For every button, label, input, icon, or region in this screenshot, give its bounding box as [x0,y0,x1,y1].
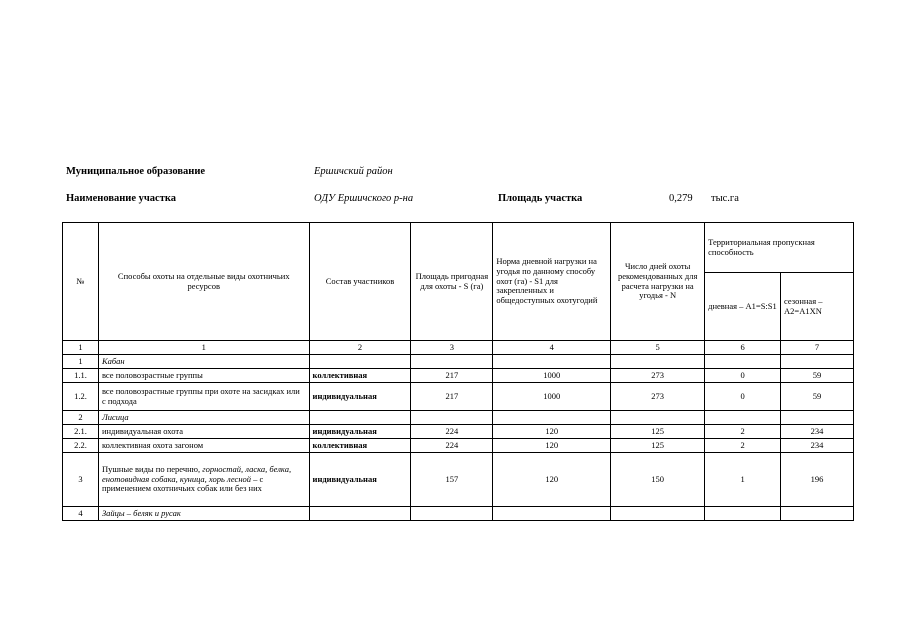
col-header-area: Площадь пригодная для охоты - S (га) [411,223,493,341]
col-header-capacity: Территориальная пропускная способность [705,223,854,273]
row-seasonal: 234 [781,439,854,453]
area-value: 0,279 [669,193,693,204]
row-days [611,507,705,521]
row-daily: 2 [705,439,781,453]
table-row [63,453,854,507]
row-days: 273 [611,383,705,411]
municipality-label: Муниципальное образование [66,166,206,177]
row-norm [493,507,611,521]
col-header-participants: Состав участников [309,223,411,341]
row-participants: индивидуальная [309,425,411,439]
row-no: 2 [63,411,99,425]
column-number: 7 [781,341,854,355]
row-daily: 0 [705,369,781,383]
column-number: 1 [63,341,99,355]
row-daily: 0 [705,383,781,411]
row-norm: 120 [493,439,611,453]
row-norm: 120 [493,453,611,507]
area-label: Площадь участка [498,193,583,204]
col-header-seasonal: сезонная – A2=A1XN [781,273,854,341]
column-number: 2 [309,341,411,355]
row-participants [309,355,411,369]
row-seasonal [781,355,854,369]
row-days: 150 [611,453,705,507]
row-seasonal: 59 [781,383,854,411]
row-method: индивидуальная охота [98,425,309,439]
col-header-norm: Норма дневной нагрузки на угодья по данному способу охот (га) - S1 для закрепленных и общедоступных охотугодий [493,223,611,341]
site-name-label: Наименование участка [66,193,177,204]
column-number: 6 [705,341,781,355]
row-seasonal [781,411,854,425]
row-no: 2.1. [63,425,99,439]
col-header-days: Число дней охоты рекомендованных для расчета нагрузки на угодья - N [611,223,705,341]
municipality-value: Ершичский район [314,166,393,177]
row-daily [705,411,781,425]
row-participants: коллективная [309,369,411,383]
row-participants [309,507,411,521]
row-area [411,411,493,425]
row-days [611,411,705,425]
row-seasonal: 196 [781,453,854,507]
row-area: 217 [411,383,493,411]
row-norm: 120 [493,425,611,439]
row-area: 224 [411,425,493,439]
table-row [63,383,854,411]
row-days: 273 [611,369,705,383]
row-method-suffix: – с применением охотничьих собак или без них [101,473,264,494]
row-no: 1.1. [63,369,99,383]
table-row [63,439,854,453]
row-method: все половозрастные группы [98,369,309,383]
row-method-species: горностай, ласка, белка, енотовидная собака, куница, хорь лесной [101,463,292,484]
row-seasonal [781,507,854,521]
row-days: 125 [611,439,705,453]
row-area [411,355,493,369]
column-number: 5 [611,341,705,355]
column-number: 4 [493,341,611,355]
area-unit: тыс.га [711,193,739,204]
row-days [611,355,705,369]
row-participants: коллективная [309,439,411,453]
row-area: 217 [411,369,493,383]
row-no: 1 [63,355,99,369]
table-row [63,507,854,521]
row-seasonal: 234 [781,425,854,439]
row-area: 224 [411,439,493,453]
table-row [63,369,854,383]
row-method: Лисица [98,411,309,425]
col-header-no: № [63,223,99,341]
row-method: коллективная охота загоном [98,439,309,453]
col-header-methods: Способы охоты на отдельные виды охотничьих ресурсов [98,223,309,341]
row-participants [309,411,411,425]
hunting-capacity-table [62,222,854,521]
row-norm [493,411,611,425]
row-method: все половозрастные группы при охоте на засидках или с подхода [98,383,309,411]
row-area [411,507,493,521]
row-norm: 1000 [493,383,611,411]
row-method: Кабан [98,355,309,369]
table-row [63,411,854,425]
table-row [63,355,854,369]
row-seasonal: 59 [781,369,854,383]
column-number: 1 [98,341,309,355]
column-number: 3 [411,341,493,355]
row-daily: 1 [705,453,781,507]
row-participants: индивидуальная [309,453,411,507]
row-participants: индивидуальная [309,383,411,411]
site-name-value: ОДУ Ершичского р-на [314,193,414,204]
row-method [98,453,309,507]
col-header-daily: дневная – A1=S:S1 [705,273,781,341]
row-no: 3 [63,453,99,507]
column-number-row [63,341,854,355]
row-no: 4 [63,507,99,521]
row-method-prefix: Пушные виды по перечню, [101,463,203,474]
row-no: 1.2. [63,383,99,411]
row-days: 125 [611,425,705,439]
row-no: 2.2. [63,439,99,453]
row-daily [705,507,781,521]
table-row [63,425,854,439]
row-daily [705,355,781,369]
row-daily: 2 [705,425,781,439]
row-area: 157 [411,453,493,507]
row-norm: 1000 [493,369,611,383]
row-norm [493,355,611,369]
row-method: Зайцы – беляк и русак [98,507,309,521]
